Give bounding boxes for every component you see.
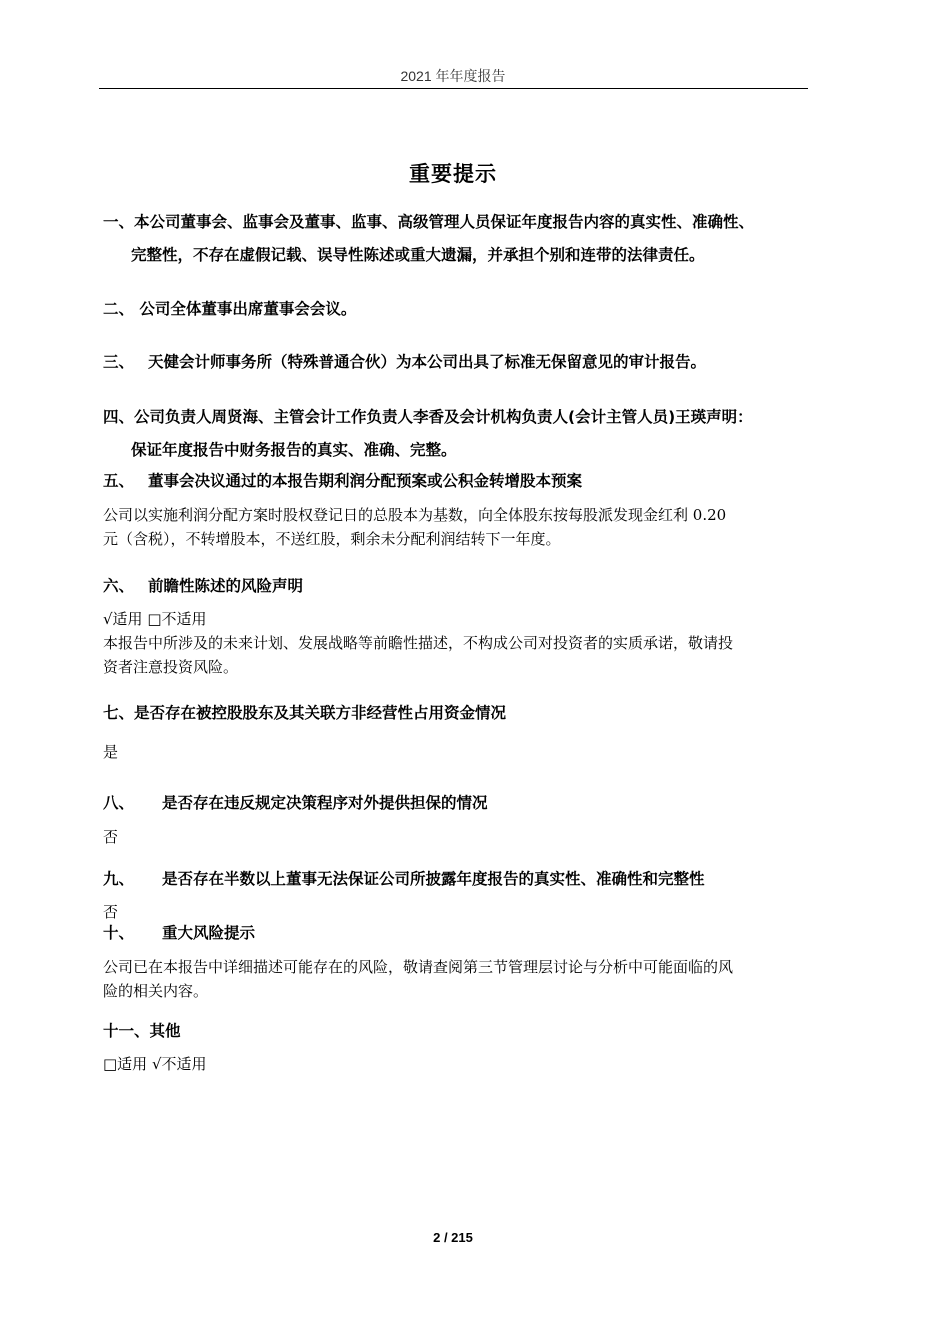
item-seven-answer: 是: [103, 743, 119, 761]
item-ten-body-line2: 险的相关内容。: [103, 982, 209, 1000]
item-eight-title: 是否存在违反规定决策程序对外提供担保的情况: [162, 794, 488, 812]
running-header: 2021 年年度报告: [400, 68, 506, 84]
item-ten-title: 重大风险提示: [162, 924, 256, 942]
item-six-heading: [103, 572, 815, 600]
item-five-heading: [103, 467, 815, 495]
item-five-title: 董事会决议通过的本报告期利润分配预案或公积金转增股本预案: [148, 472, 583, 490]
item-ten-body-line1: 公司已在本报告中详细描述可能存在的风险，敬请查阅第三节管理层讨论与分析中可能面临的风: [103, 958, 734, 976]
item-five-number: 五、: [103, 472, 135, 490]
item-four-line1: 四、公司负责人周贤海、主管会计工作负责人李香及会计机构负责人(会计主管人员)王瑛声明：: [103, 408, 753, 426]
item-ten-body: [103, 955, 815, 1003]
item-ten-heading: [103, 919, 815, 947]
item-one: [103, 206, 815, 272]
item-nine-number: 九、: [103, 870, 135, 888]
item-seven-heading: 七、是否存在被控股股东及其关联方非经营性占用资金情况: [103, 704, 507, 722]
item-eleven-options: □适用 √不适用: [103, 1055, 207, 1073]
item-three-text: 天健会计师事务所（特殊普通合伙）为本公司出具了标准无保留意见的审计报告。: [148, 353, 707, 371]
page-number: 2 / 215: [433, 1230, 473, 1245]
page-title: 重要提示: [409, 162, 497, 186]
item-six-title: 前瞻性陈述的风险声明: [148, 577, 304, 595]
item-eight-answer: 否: [103, 828, 119, 846]
item-nine-title: 是否存在半数以上董事无法保证公司所披露年度报告的真实性、准确性和完整性: [162, 870, 705, 888]
item-five-body: [103, 503, 815, 551]
item-eight-number: 八、: [103, 794, 135, 812]
item-six-body: [103, 607, 815, 679]
item-nine-answer: 否: [103, 903, 119, 921]
header-rule: [99, 88, 808, 89]
item-nine-heading: [103, 865, 815, 893]
item-four: [103, 401, 815, 467]
item-ten-number: 十、: [103, 924, 135, 942]
item-three-number: 三、: [103, 353, 135, 371]
item-six-number: 六、: [103, 577, 135, 595]
item-six-options: √适用 □不适用: [103, 610, 207, 628]
item-four-line2: 保证年度报告中财务报告的真实、准确、完整。: [131, 441, 457, 459]
item-two: 二、 公司全体董事出席董事会会议。: [103, 300, 357, 318]
item-six-body-line2: 资者注意投资风险。: [103, 658, 239, 676]
item-six-body-line1: 本报告中所涉及的未来计划、发展战略等前瞻性描述，不构成公司对投资者的实质承诺，敬请投: [103, 634, 734, 652]
item-one-line2: 完整性，不存在虚假记载、误导性陈述或重大遗漏，并承担个别和连带的法律责任。: [131, 246, 705, 264]
item-five-body-line1: 公司以实施利润分配方案时股权登记日的总股本为基数，向全体股东按每股派发现金红利 0.20: [103, 506, 727, 524]
item-one-line1: 一、本公司董事会、监事会及董事、监事、高级管理人员保证年度报告内容的真实性、准确性、: [103, 213, 755, 231]
item-eight-heading: [103, 789, 815, 817]
item-eleven-heading: 十一、其他: [103, 1022, 181, 1040]
item-three: [103, 346, 815, 379]
item-five-body-line2: 元（含税），不转增股本，不送红股，剩余未分配利润结转下一年度。: [103, 530, 561, 548]
